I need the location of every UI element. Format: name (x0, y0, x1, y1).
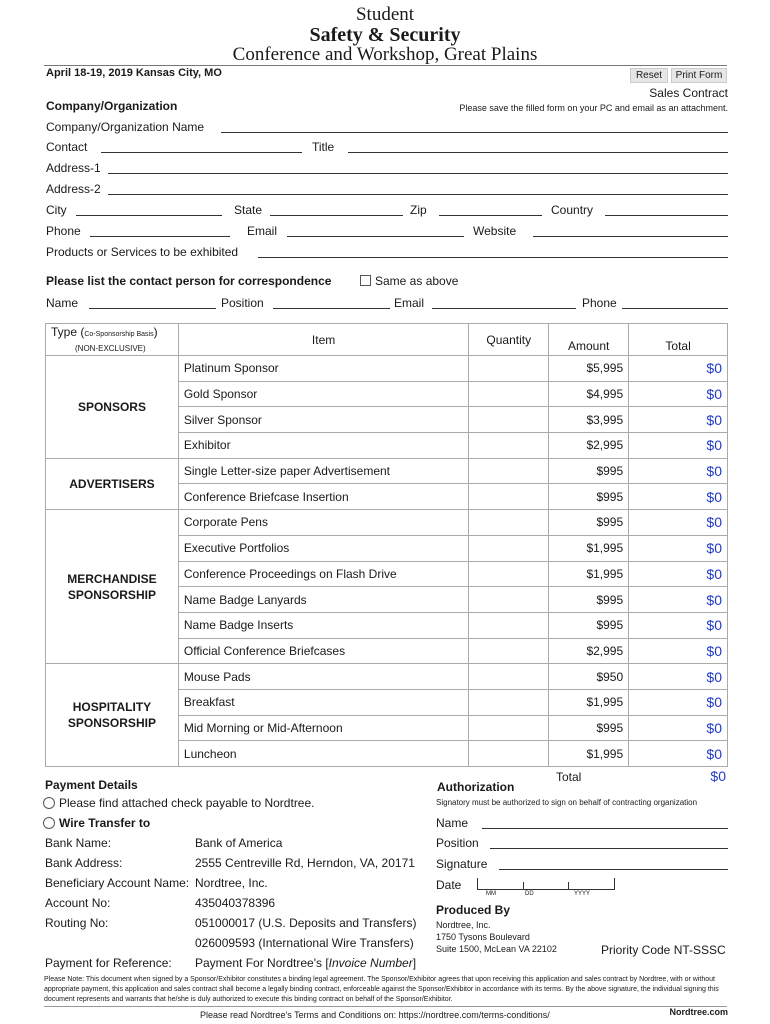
amount-cell: $1,995 (549, 561, 629, 587)
amount-cell: $1,995 (549, 535, 629, 561)
quantity-input[interactable] (469, 612, 549, 638)
website-field[interactable] (533, 236, 728, 237)
authorization-title: Authorization (437, 780, 515, 794)
zip-label: Zip (410, 203, 427, 217)
email-field[interactable] (287, 236, 464, 237)
quantity-input[interactable] (469, 484, 549, 510)
amount-cell: $995 (549, 510, 629, 536)
quantity-input[interactable] (469, 741, 549, 767)
category-cell: SPONSORS (46, 356, 179, 459)
phone-label: Phone (46, 224, 81, 238)
beneficiary-label: Beneficiary Account Name: (45, 876, 190, 890)
grand-total-value: $0 (710, 768, 726, 784)
reset-button[interactable]: Reset (630, 68, 668, 83)
title-field[interactable] (348, 152, 728, 153)
amount-cell: $995 (549, 612, 629, 638)
date-mm-label: MM (486, 891, 496, 897)
zip-field[interactable] (439, 215, 542, 216)
producer-line-1: Nordtree, Inc. (436, 920, 491, 930)
contact-field[interactable] (101, 152, 302, 153)
bank-name-label: Bank Name: (45, 836, 112, 850)
reference-label: Payment for Reference: (45, 956, 172, 970)
category-cell: HOSPITALITY SPONSORSHIP (46, 664, 179, 767)
date-divider (523, 882, 524, 890)
total-cell: $0 (629, 381, 728, 407)
table-header-row (46, 324, 728, 356)
address2-field[interactable] (108, 194, 728, 195)
quantity-input[interactable] (469, 638, 549, 664)
total-cell: $0 (629, 458, 728, 484)
item-cell: Breakfast (178, 689, 468, 715)
routing-value-2: 026009593 (International Wire Transfers) (195, 936, 414, 950)
quantity-input[interactable] (469, 715, 549, 741)
products-field[interactable] (258, 257, 728, 258)
corr-email-label: Email (394, 296, 425, 310)
item-cell: Mouse Pads (178, 664, 468, 690)
quantity-input[interactable] (469, 689, 549, 715)
total-cell: $0 (629, 612, 728, 638)
corr-name-label: Name (46, 296, 79, 310)
item-cell: Silver Sponsor (178, 407, 468, 433)
auth-signature-field[interactable] (499, 869, 728, 870)
item-cell: Corporate Pens (178, 510, 468, 536)
address1-field[interactable] (108, 173, 728, 174)
auth-position-field[interactable] (490, 848, 728, 849)
total-header: Total (629, 324, 728, 356)
date-yyyy-label: YYYY (574, 891, 591, 897)
brand-label: Nordtree.com (669, 1007, 728, 1017)
item-cell: Conference Proceedings on Flash Drive (178, 561, 468, 587)
quantity-input[interactable] (469, 381, 549, 407)
table-row (46, 510, 728, 536)
total-cell: $0 (629, 484, 728, 510)
amount-cell: $995 (549, 715, 629, 741)
corr-phone-field[interactable] (622, 308, 728, 309)
category-cell: MERCHANDISE SPONSORSHIP (46, 510, 179, 664)
amount-cell: $995 (549, 458, 629, 484)
type-header-small: Co-Sponsorship Basis (84, 331, 154, 338)
item-cell: Platinum Sponsor (178, 356, 468, 382)
reference-em: Invoice Number (328, 956, 413, 970)
reference-value (195, 956, 416, 970)
quantity-input[interactable] (469, 458, 549, 484)
company-name-field[interactable] (221, 132, 728, 133)
title-line-3: Conference and Workshop, Great Plains (232, 44, 538, 65)
sales-contract-label: Sales Contract (649, 86, 728, 100)
amount-cell: $4,995 (549, 381, 629, 407)
auth-signature-label: Signature (436, 857, 488, 871)
country-label: Country (551, 203, 594, 217)
table-row (46, 356, 728, 382)
auth-position-label: Position (436, 836, 479, 850)
print-form-button[interactable]: Print Form (671, 68, 727, 83)
amount-cell: $5,995 (549, 356, 629, 382)
legal-note: Please Note: This document when signed by a Sponsor/Exhibitor constitutes a binding legal agreement. The Sponsor/Exhibitor agrees that upon receiving this application and sales contract by Nordtree, with or without appropriate payment, this application and sales contract shall become a legally binding contract, enforceable against the Sponsor/Exhibitor in accordance with its terms. By the above signature, the individual signing this document represents and warrants that he/she is duly authorized to execute this binding contract on behalf of the Sponsor/Exhibitor. (44, 976, 719, 1003)
item-cell: Gold Sponsor (178, 381, 468, 407)
reference-suffix: ] (412, 956, 417, 970)
address1-label: Address-1 (46, 161, 101, 175)
amount-header: Amount (549, 324, 629, 356)
date-location: April 18-19, 2019 Kansas City, MO (46, 67, 222, 79)
title-line-1: Student (355, 4, 415, 25)
radio-icon (43, 817, 55, 829)
item-cell: Single Letter-size paper Advertisement (178, 458, 468, 484)
amount-cell: $950 (549, 664, 629, 690)
table-row (46, 458, 728, 484)
bank-name-value: Bank of America (195, 836, 283, 850)
auth-date-label: Date (436, 878, 462, 892)
items-body (46, 356, 728, 767)
quantity-input[interactable] (469, 664, 549, 690)
amount-cell: $1,995 (549, 741, 629, 767)
beneficiary-value: Nordtree, Inc. (195, 876, 268, 890)
authorization-note: Signatory must be authorized to sign on behalf of contracting organization (436, 798, 698, 807)
total-cell: $0 (629, 741, 728, 767)
item-cell: Luncheon (178, 741, 468, 767)
items-table (45, 323, 728, 767)
state-field[interactable] (270, 215, 403, 216)
total-cell: $0 (629, 561, 728, 587)
wire-transfer-radio[interactable] (43, 816, 150, 830)
quantity-input[interactable] (469, 433, 549, 459)
pay-by-check-radio[interactable] (43, 796, 315, 810)
total-cell: $0 (629, 638, 728, 664)
routing-label: Routing No: (45, 916, 109, 930)
item-header: Item (178, 324, 468, 356)
auth-name-label: Name (436, 816, 469, 830)
producer-title: Produced By (436, 903, 511, 917)
contact-label: Contact (46, 140, 88, 154)
routing-value-1: 051000017 (U.S. Deposits and Transfers) (195, 916, 417, 930)
auth-date-field[interactable] (477, 878, 615, 890)
products-label: Products or Services to be exhibited (46, 245, 239, 259)
same-as-above-label: Same as above (375, 274, 459, 288)
amount-cell: $995 (549, 587, 629, 613)
reference-prefix: Payment For Nordtree's [ (195, 956, 329, 970)
corr-name-field[interactable] (89, 308, 216, 309)
state-label: State (234, 203, 263, 217)
email-label: Email (247, 224, 278, 238)
item-cell: Exhibitor (178, 433, 468, 459)
country-field[interactable] (605, 215, 728, 216)
correspondence-title: Please list the contact person for correspondence (46, 274, 332, 288)
total-cell: $0 (629, 407, 728, 433)
date-divider (568, 882, 569, 890)
phone-field[interactable] (90, 236, 230, 237)
bank-address-value: 2555 Centreville Rd, Herndon, VA, 20171 (195, 856, 415, 870)
priority-code: Priority Code NT-SSSC (601, 943, 726, 957)
corr-position-label: Position (221, 296, 264, 310)
total-cell: $0 (629, 433, 728, 459)
corr-position-field[interactable] (273, 308, 390, 309)
company-section-title: Company/Organization (46, 99, 178, 113)
non-exclusive-label: (NON-EXCLUSIVE) (75, 344, 146, 353)
type-header-close: ) (153, 325, 158, 339)
item-cell: Mid Morning or Mid-Afternoon (178, 715, 468, 741)
producer-line-3: Suite 1500, McLean VA 22102 (436, 944, 557, 954)
total-cell: $0 (629, 510, 728, 536)
quantity-input[interactable] (469, 561, 549, 587)
auth-name-field[interactable] (482, 828, 728, 829)
quantity-input[interactable] (469, 356, 549, 382)
table-row (46, 664, 728, 690)
producer-line-2: 1750 Tysons Boulevard (436, 932, 530, 942)
footer-divider (44, 1006, 727, 1007)
title-line-2: Safety & Security (309, 24, 461, 46)
bank-address-label: Bank Address: (45, 856, 123, 870)
total-cell: $0 (629, 664, 728, 690)
terms-link[interactable]: Please read Nordtree's Terms and Conditions on: https://nordtree.com/terms-conditions/ (200, 1010, 550, 1020)
amount-cell: $3,995 (549, 407, 629, 433)
date-dd-label: DD (525, 891, 534, 897)
save-note: Please save the filled form on your PC and email as an attachment. (459, 103, 728, 113)
checkbox-icon (360, 275, 371, 286)
total-cell: $0 (629, 535, 728, 561)
city-label: City (46, 203, 67, 217)
city-field[interactable] (76, 215, 222, 216)
grand-total-label: Total (556, 770, 582, 784)
radio-icon (43, 797, 55, 809)
address2-label: Address-2 (46, 182, 101, 196)
quantity-input[interactable] (469, 535, 549, 561)
item-cell: Official Conference Briefcases (178, 638, 468, 664)
header-divider (44, 65, 727, 66)
type-header (46, 324, 179, 356)
corr-email-field[interactable] (432, 308, 576, 309)
item-cell: Conference Briefcase Insertion (178, 484, 468, 510)
item-cell: Name Badge Inserts (178, 612, 468, 638)
quantity-input[interactable] (469, 407, 549, 433)
amount-cell: $2,995 (549, 638, 629, 664)
quantity-input[interactable] (469, 510, 549, 536)
company-name-label: Company/Organization Name (46, 120, 205, 134)
total-cell: $0 (629, 587, 728, 613)
title-label: Title (312, 140, 335, 154)
total-cell: $0 (629, 356, 728, 382)
quantity-input[interactable] (469, 587, 549, 613)
same-as-above-checkbox[interactable] (360, 274, 458, 288)
amount-cell: $995 (549, 484, 629, 510)
corr-phone-label: Phone (582, 296, 617, 310)
total-cell: $0 (629, 715, 728, 741)
wire-transfer-label: Wire Transfer to (59, 816, 151, 830)
pay-by-check-label: Please find attached check payable to Nordtree. (59, 796, 315, 810)
category-cell: ADVERTISERS (46, 458, 179, 509)
amount-cell: $2,995 (549, 433, 629, 459)
account-value: 435040378396 (195, 896, 276, 910)
type-header-label: Type ( (51, 325, 85, 339)
website-label: Website (473, 224, 517, 238)
total-cell: $0 (629, 689, 728, 715)
item-cell: Executive Portfolios (178, 535, 468, 561)
account-label: Account No: (45, 896, 111, 910)
payment-title: Payment Details (45, 778, 138, 792)
quantity-header: Quantity (469, 324, 549, 356)
amount-cell: $1,995 (549, 689, 629, 715)
item-cell: Name Badge Lanyards (178, 587, 468, 613)
